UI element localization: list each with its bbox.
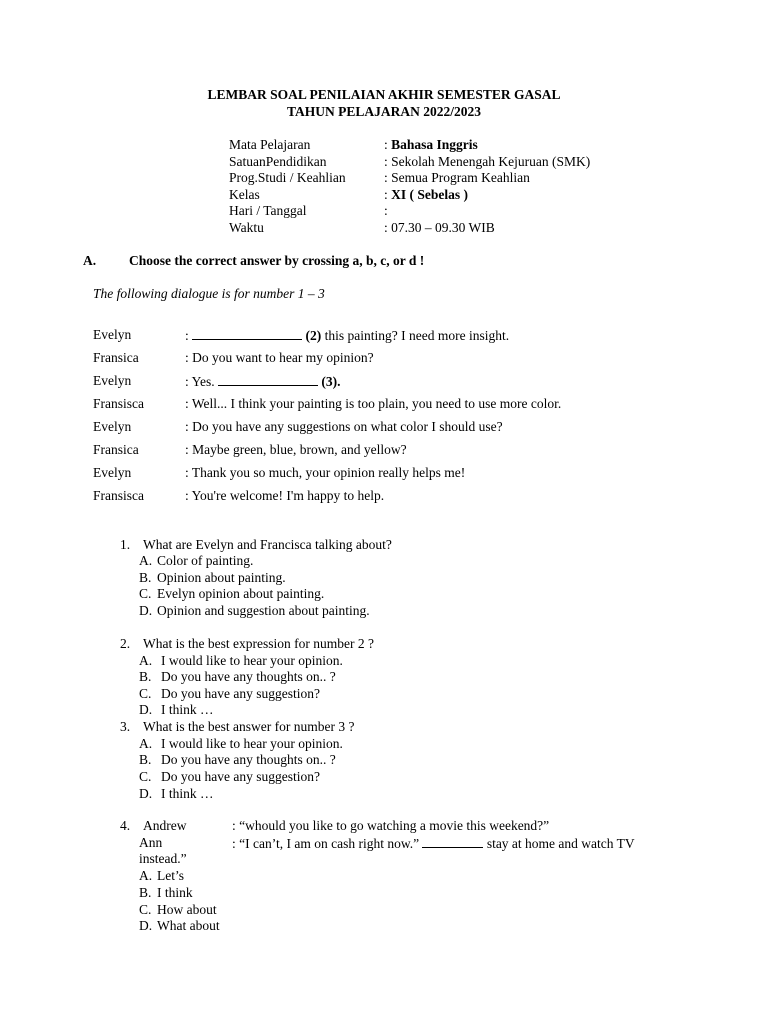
question-4	[120, 818, 187, 835]
option-text: Opinion and suggestion about painting.	[157, 603, 370, 618]
option-text: Let’s	[157, 868, 184, 883]
option-d	[139, 918, 220, 935]
line-text: : Maybe green, blue, brown, and yellow?	[185, 442, 407, 457]
option-letter: B.	[139, 885, 152, 900]
question-4-line-1: : “whould you like to go watching a movie this weekend?”	[232, 818, 550, 833]
question-text: What is the best expression for number 2 ?	[143, 636, 374, 651]
option-c	[139, 769, 320, 786]
speaker-name: Evelyn	[93, 465, 132, 480]
speaker-name: Fransica	[93, 442, 139, 457]
option-a	[139, 553, 253, 570]
option-d	[139, 702, 214, 719]
info-key: Prog.Studi / Keahlian	[229, 170, 346, 186]
info-sep: :	[384, 203, 388, 219]
info-sep: :	[384, 219, 392, 235]
answer-blank	[218, 373, 318, 386]
section-letter: A.	[83, 253, 97, 268]
speaker-name: Andrew	[143, 818, 187, 833]
option-b	[139, 669, 336, 686]
option-letter: D.	[139, 702, 153, 717]
option-text: Do you have any thoughts on.. ?	[161, 669, 336, 684]
info-sep: :	[384, 170, 392, 186]
speaker-name: Ann	[139, 835, 163, 850]
option-letter: C.	[139, 769, 152, 784]
speaker-name: Fransisca	[93, 488, 144, 503]
info-sep: :	[384, 153, 392, 169]
info-sep: :	[384, 186, 392, 202]
line-text: this painting? I need more insight.	[321, 328, 510, 343]
answer-blank	[422, 835, 483, 848]
option-text: I would like to hear your opinion.	[161, 653, 343, 668]
speaker-name: Fransica	[93, 350, 139, 365]
option-letter: C.	[139, 686, 152, 701]
option-a	[139, 868, 184, 885]
option-a	[139, 736, 343, 753]
option-c	[139, 902, 217, 919]
option-letter: B.	[139, 752, 152, 767]
speaker-name: Evelyn	[93, 419, 132, 434]
section-instruction: Choose the correct answer by crossing a, b, c, or d !	[129, 253, 425, 268]
option-letter: D.	[139, 918, 153, 933]
info-value: Sekolah Menengah Kejuruan (SMK)	[391, 153, 591, 169]
answer-blank	[192, 327, 302, 340]
info-key: Hari / Tanggal	[229, 203, 307, 219]
option-text: I would like to hear your opinion.	[161, 736, 343, 751]
option-text: How about	[157, 902, 217, 917]
option-letter: A.	[139, 553, 153, 568]
question-number: 3.	[120, 719, 131, 734]
blank-number: (2)	[305, 328, 322, 343]
option-b	[139, 752, 336, 769]
option-a	[139, 653, 343, 670]
question-text: What are Evelyn and Francisca talking about?	[143, 537, 392, 552]
option-letter: B.	[139, 669, 152, 684]
blank-number: (3).	[321, 374, 341, 389]
line-text: : Thank you so much, your opinion really helps me!	[185, 465, 466, 480]
option-letter: D.	[139, 786, 153, 801]
option-letter: C.	[139, 902, 152, 917]
question-3	[120, 719, 354, 736]
info-key: SatuanPendidikan	[229, 153, 327, 169]
option-text: Do you have any suggestion?	[161, 686, 320, 701]
option-letter: A.	[139, 653, 153, 668]
line-prefix: : Yes.	[185, 374, 219, 389]
line-text: : You're welcome! I'm happy to help.	[185, 488, 385, 503]
info-value: Semua Program Keahlian	[391, 170, 530, 186]
option-text: I think …	[161, 786, 214, 801]
option-text: Do you have any thoughts on.. ?	[161, 752, 336, 767]
option-c	[139, 686, 320, 703]
line-text: : Well... I think your painting is too plain, you need to use more color.	[185, 396, 562, 411]
line-prefix: :	[185, 328, 193, 343]
option-text: Evelyn opinion about painting.	[157, 586, 325, 601]
speaker-name: Evelyn	[93, 327, 132, 342]
option-letter: A.	[139, 736, 153, 751]
question-text: What is the best answer for number 3 ?	[143, 719, 355, 734]
option-b	[139, 885, 193, 902]
option-d	[139, 603, 370, 620]
option-letter: B.	[139, 570, 152, 585]
option-c	[139, 586, 324, 603]
option-text: Opinion about painting.	[157, 570, 286, 585]
option-letter: A.	[139, 868, 153, 883]
question-number: 4.	[120, 818, 131, 833]
line-text: : Do you want to hear my opinion?	[185, 350, 374, 365]
speaker-name: Evelyn	[93, 373, 132, 388]
info-key: Waktu	[229, 219, 264, 235]
option-text: I think …	[161, 702, 214, 717]
info-value: 07.30 – 09.30 WIB	[391, 219, 495, 235]
line-text: : “I can’t, I am on cash right now.”	[232, 836, 423, 851]
option-text: What about	[157, 918, 220, 933]
option-letter: D.	[139, 603, 153, 618]
question-2	[120, 636, 374, 653]
question-number: 2.	[120, 636, 131, 651]
option-b	[139, 570, 286, 587]
line-text: instead.”	[139, 851, 187, 866]
info-value: Bahasa Inggris	[391, 137, 478, 152]
info-key: Kelas	[229, 186, 260, 202]
question-4-line-2	[232, 835, 635, 853]
question-number: 1.	[120, 537, 131, 552]
info-value: XI ( Sebelas )	[391, 186, 469, 202]
dialogue-intro: The following dialogue is for number 1 – 3	[93, 286, 325, 301]
speaker-name: Fransisca	[93, 396, 144, 411]
document-subtitle: TAHUN PELAJARAN 2022/2023	[286, 104, 481, 119]
option-text: Color of painting.	[157, 553, 254, 568]
question-1	[120, 537, 392, 554]
info-sep: :	[384, 137, 392, 152]
option-text: Do you have any suggestion?	[161, 769, 320, 784]
option-letter: C.	[139, 586, 152, 601]
line-text: stay at home and watch TV	[483, 836, 635, 851]
line-text: : Do you have any suggestions on what color I should use?	[185, 419, 503, 434]
option-d	[139, 786, 214, 803]
info-key: Mata Pelajaran	[229, 137, 311, 152]
document-title: LEMBAR SOAL PENILAIAN AKHIR SEMESTER GASAL	[207, 87, 561, 102]
option-text: I think	[157, 885, 193, 900]
